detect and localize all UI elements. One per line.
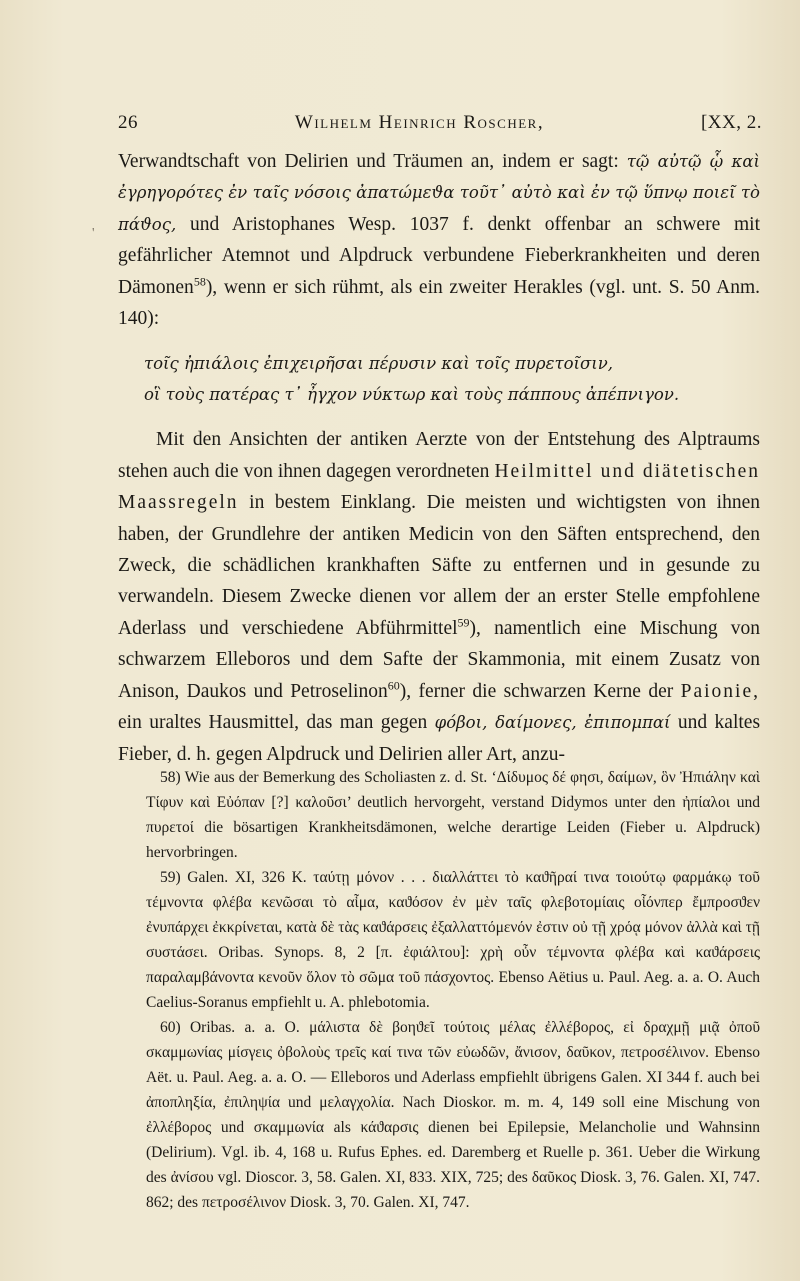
verse-line-2: οἳ τοὺς πατέρας τ᾽ ἦγχον νύκτωρ καὶ τοὺς πάππους ἀπέπνιγον. xyxy=(144,385,680,405)
verse-line-1: τοῖς ἠπιάλοις ἐπιχειρῆσαι πέρυσιν καὶ τοῖς πυρετοῖσιν, xyxy=(144,354,614,374)
running-author: Wilhelm Heinrich Roscher, xyxy=(294,112,545,133)
main-text xyxy=(118,146,760,770)
volume-marker: [XX, 2. xyxy=(700,112,762,133)
footnote-ref-60: 60 xyxy=(387,678,400,693)
paragraph-1: Verwandtschaft von Delirien und Träumen an, indem er sagt: τῷ αὐτῷ ᾧ καὶ ἐγρηγορότες ἐν ταῖς νόσοις ἀπατώμεϑα τοῦτ᾽ αὐτὸ καὶ ἐν τῷ ὕπνῳ ποιεῖ τὸ πάϑος, und Aristophanes Wesp. 1037 f. denkt offenbar an schwere mit gefährlicher Atemnot und Alpdruck verbundene Fieberkrankheiten und deren Dämonen$^{58}$), wenn er sich rühmt, als ein zweiter Herakles (vgl. unt. S. 50 Anm. 140): xyxy=(118,151,761,330)
paragraph-2: Mit den Ansichten der antiken Aerzte von der Entstehung des Alptraums stehen auch die von ihnen dagegen verordneten Heilmittel und diätetischen Maassregeln in bestem Einklang. Die meisten und wichtigsten von ihnen haben, der Grundlehre der antiken Medicin von den Säften entsprechend, den Zweck, die schädlichen krankhaften Säfte zu entfernen und in gesunde zu verwandeln. Diesem Zwecke dienen vor allem der an erster Stelle empfohlene Aderlass und verschiedene Abführmittel$^{59}$), namentlich eine Mischung von schwarzem Elleboros und dem Safte der Skammonia, mit einem Zusatz von Anison, Daukos und Petroselinon$^{60}$), ferner die schwarzen Kerne der Paionie, ein uraltes Hausmittel, das man gegen φόβοι, δαίμονες, ἐπιπομπαί und kaltes Fieber, d. h. gegen Alpdruck und Delirien aller Art, anzu- xyxy=(118,429,761,765)
verse-quote xyxy=(144,348,760,410)
spaced-phrase: Heilmittel und diätetischen Maassregeln xyxy=(118,460,761,514)
page-number: 26 xyxy=(118,112,138,133)
greek-terms: φόβοι, δαίμονες, ἐπιπομπαί xyxy=(434,713,671,733)
footnote-59: 59) Galen. XI, 326 K. ταύτῃ μόνον . . . διαλλάττει τὸ καϑῆραί τινα τοιούτῳ φαρμάκῳ τοῦ τέμνοντα φλέβα κενῶσαι τὸ αἷμα, καϑόσον ἐν μὲν ταῖς φλεβοτομίαις οἷόνπερ ἔμπροσϑεν ἐνυπάρχει ἐκκρίνεται, κατὰ δὲ τὰς καϑάρσεις ἐξαλλαττόμενόν ἐστιν οὐ τῇ χρόᾳ μόνον ἀλλὰ καὶ τῇ συστάσει. Oribas. Synops. 8, 2 [π. ἐφιάλτου]: χρὴ οὖν τέμνοντα φλέβα καὶ καϑάρσεις παραλαμβάνοντα κενοῦν ὅλον τὸ σῶμα τοῦ πάσχοντος. Ebenso Aëtius u. Paul. Aeg. a. a. O. Auch Caelius-Soranus empfiehlt u. A. phlebotomia. xyxy=(146,869,760,1011)
footnote-ref-59: 59 xyxy=(457,615,470,630)
footnote-58: 58) Wie aus der Bemerkung des Scholiasten z. d. St. ‘Δίδυμος δέ φησι, δαίμων, ὃν Ἠπιάλην καὶ Τίφυν καὶ Εὐόπαν [?] καλοῦσι’ deutlich hervorgeht, verstand Didymos unter den ἠπίαλοι und πυρετοί die bösartigen Krankheitsdämonen, welche derartige Leiden (Fieber u. Alpdruck) hervorbringen. xyxy=(146,769,760,861)
footnote-ref-58: 58 xyxy=(193,274,206,289)
footnotes xyxy=(146,765,760,1215)
running-header xyxy=(118,112,762,134)
greek-quote-inline: τῷ αὐτῷ ᾧ καὶ ἐγρηγορότες ἐν ταῖς νόσοις ἀπατώμεϑα τοῦτ᾽ αὐτὸ καὶ ἐν τῷ ὕπνῳ ποιεῖ τὸ πάϑος, xyxy=(118,152,760,234)
spaced-word-paionie: Paionie, xyxy=(680,680,761,702)
margin-mark: ' xyxy=(92,226,95,241)
footnote-60: 60) Oribas. a. a. O. μάλιστα δὲ βοηϑεῖ τούτοις μέλας ἐλλέβορος, εἰ δραχμῇ μιᾷ ὀποῦ σκαμμωνίας μίσγεις ὀβολοὺς τρεῖς καί τινα τῶν εὐωδῶν, ἄνισον, δαῦκον, πετροσέλινον. Ebenso Aët. u. Paul. Aeg. a. a. O. — Elleboros und Aderlass empfiehlt übrigens Galen. XI 344 f. auch bei ἀποπληξία, ἐπιληψία und μελαγχολία. Nach Dioskor. m. m. 4, 149 soll eine Mischung von ἐλλέβορος und σκαμμωνία als κάϑαρσις dienen bei Epilepsie, Melancholie und Wahnsinn (Delirium). Vgl. ib. 4, 168 u. Rufus Ephes. ed. Daremberg et Ruelle p. 361. Ueber die Wirkung des ἀνίσου vgl. Dioscor. 3, 58. Galen. XI, 833. XIX, 725; des δαῦκος Diosk. 3, 76. Galen. XI, 747. 862; des πετροσέλινον Diosk. 3, 70. Galen. XI, 747. xyxy=(146,1019,760,1211)
